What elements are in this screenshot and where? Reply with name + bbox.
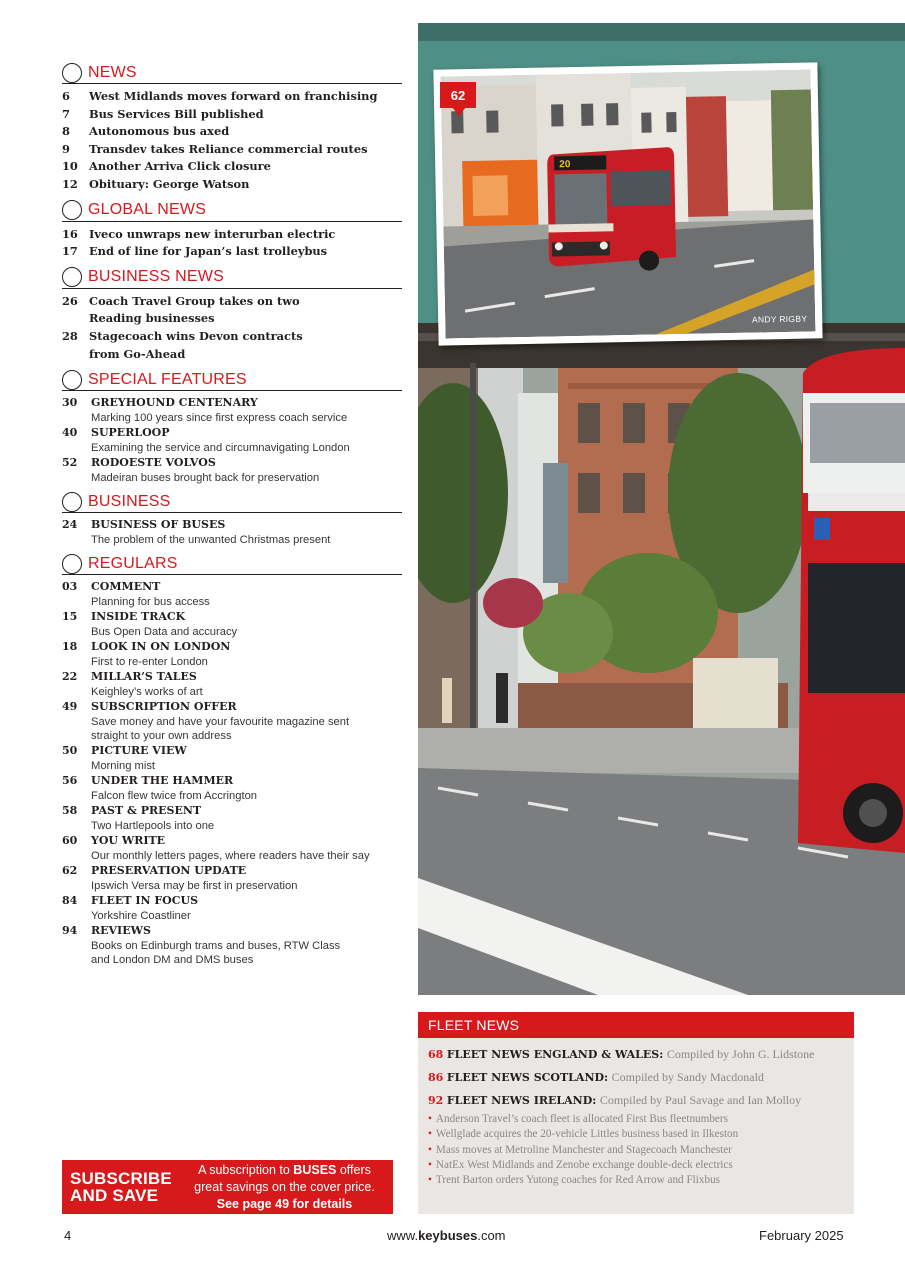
regular-entry[interactable]	[62, 639, 402, 669]
entry-title: Obituary: George Watson	[89, 176, 250, 191]
entry-title: End of line for Japan’s last trolleybus	[89, 244, 328, 259]
regular-subtitle: Yorkshire Coastliner	[91, 910, 191, 923]
contents-entry[interactable]	[62, 158, 402, 176]
bullet-dot-icon: •	[428, 1158, 432, 1171]
regular-entry[interactable]	[62, 833, 402, 863]
bullet-text: NatEx West Midlands and Zenobe exchange double-deck electrics	[435, 1158, 733, 1171]
feature-entry[interactable]	[62, 425, 402, 455]
bullet-text: Mass moves at Metroline Manchester and Stagecoach Manchester	[435, 1143, 732, 1156]
page-number: 17	[62, 244, 78, 259]
contents-column	[62, 62, 402, 973]
page-number: 60	[62, 834, 78, 848]
regular-subtitle: and London DM and DMS buses	[91, 954, 254, 967]
fleet-news-bullet	[428, 1143, 845, 1158]
regular-subtitle: Falcon flew twice from Accrington	[91, 790, 258, 803]
page-number: 12	[62, 176, 78, 191]
regular-subtitle: Morning mist	[91, 760, 156, 773]
subscribe-text-line: great savings on the cover price.	[194, 1179, 375, 1194]
url-part: .com	[477, 1228, 506, 1243]
regular-title: FLEET IN FOCUS	[91, 894, 199, 908]
page-number: 49	[62, 700, 78, 714]
subscribe-text-part: offers	[336, 1162, 371, 1177]
bullet-text: Wellglade acquires the 20-vehicle Littles business based in Ilkeston	[435, 1128, 739, 1141]
page-number: 26	[62, 293, 78, 308]
magazine-name: BUSES	[293, 1162, 337, 1177]
fleet-news-line[interactable]	[428, 1066, 845, 1089]
contents-entry[interactable]	[62, 176, 402, 194]
url-domain: keybuses	[418, 1228, 478, 1243]
regular-title: REVIEWS	[91, 924, 151, 938]
bullet-dot-icon: •	[428, 1174, 432, 1187]
page-number: 62	[62, 864, 78, 878]
page-number: 84	[62, 894, 78, 908]
subscribe-promo[interactable]	[62, 1160, 393, 1214]
circle-bullet-icon	[62, 200, 82, 220]
page-number: 30	[62, 396, 78, 410]
fleet-news-body	[418, 1038, 854, 1188]
feature-entry[interactable]	[62, 517, 402, 547]
page-badge[interactable]: 62	[440, 82, 476, 108]
inset-photo-frame	[441, 69, 816, 338]
photo-credit: ANDY RIGBY	[751, 313, 808, 325]
contents-entry[interactable]	[62, 243, 402, 261]
footer-url[interactable]	[387, 1228, 506, 1243]
bullet-text: Anderson Travel’s coach fleet is allocated First Bus fleetnumbers	[435, 1113, 728, 1125]
section-title: GLOBAL NEWS	[88, 201, 207, 219]
feature-entry[interactable]	[62, 395, 402, 425]
page-number: 8	[62, 124, 70, 139]
entry-title: Bus Services Bill published	[89, 106, 264, 121]
regular-entry[interactable]	[62, 773, 402, 803]
fleet-news-bullet	[428, 1112, 845, 1127]
regular-subtitle: Bus Open Data and accuracy	[91, 626, 238, 639]
fleet-news-byline: Compiled by John G. Lidstone	[666, 1047, 815, 1061]
page-number: 56	[62, 774, 78, 788]
entry-title: Transdev takes Reliance commercial routes	[89, 141, 368, 156]
vintage-bus-image	[441, 69, 816, 338]
section-title: NEWS	[88, 63, 137, 81]
subscribe-title-line: AND SAVE	[70, 1186, 159, 1205]
page-number: 68	[428, 1048, 444, 1061]
regular-entry[interactable]	[62, 923, 402, 967]
regular-subtitle: Our monthly letters pages, where readers have their say	[91, 850, 370, 863]
entry-title-line: from Go-Ahead	[89, 346, 186, 361]
feature-title: BUSINESS OF BUSES	[91, 518, 226, 532]
circle-bullet-icon	[62, 370, 82, 390]
regular-subtitle: Two Hartlepools into one	[91, 820, 215, 833]
page-number: 22	[62, 670, 78, 684]
feature-subtitle: Marking 100 years since first express coach service	[91, 412, 348, 425]
section-header	[62, 62, 402, 84]
fleet-news-bullet	[428, 1158, 845, 1173]
contents-entry[interactable]	[62, 123, 402, 141]
subscribe-text	[182, 1162, 393, 1213]
regular-entry[interactable]	[62, 743, 402, 773]
page-number: 50	[62, 744, 78, 758]
page-number: 24	[62, 518, 78, 532]
regular-entry[interactable]	[62, 699, 402, 743]
section-business	[62, 491, 402, 547]
regular-subtitle: Books on Edinburgh trams and buses, RTW Class	[91, 940, 341, 953]
regular-title: SUBSCRIPTION OFFER	[91, 700, 237, 714]
page-number: 86	[428, 1071, 444, 1084]
page-number: 92	[428, 1094, 444, 1107]
regular-entry[interactable]	[62, 863, 402, 893]
feature-subtitle: The problem of the unwanted Christmas present	[91, 534, 331, 547]
footer-date: February 2025	[759, 1228, 844, 1243]
section-header	[62, 553, 402, 575]
fleet-news-byline: Compiled by Paul Savage and Ian Molloy	[599, 1093, 802, 1107]
page-number: 6	[62, 89, 70, 103]
regular-title: PRESERVATION UPDATE	[91, 864, 247, 878]
circle-bullet-icon	[62, 267, 82, 287]
page-number: 15	[62, 610, 78, 624]
page-number: 9	[62, 141, 70, 156]
fleet-news-title: FLEET NEWS ENGLAND & WALES:	[446, 1048, 664, 1061]
section-news	[62, 62, 402, 194]
page-number: 58	[62, 804, 78, 818]
regular-entry[interactable]	[62, 803, 402, 833]
feature-title: SUPERLOOP	[91, 426, 170, 440]
regular-subtitle: Keighley’s works of art	[91, 686, 203, 699]
contents-entry[interactable]	[62, 106, 402, 124]
fleet-news-line[interactable]	[428, 1043, 845, 1066]
bullet-dot-icon: •	[428, 1128, 432, 1141]
section-title: SPECIAL FEATURES	[88, 370, 247, 388]
feature-title: GREYHOUND CENTENARY	[91, 396, 258, 410]
regular-entry[interactable]	[62, 609, 402, 639]
bus-destination-number: 20	[559, 159, 571, 171]
regular-entry[interactable]	[62, 669, 402, 699]
fleet-news-header: FLEET NEWS	[418, 1012, 854, 1038]
regular-title: PAST & PRESENT	[91, 804, 202, 818]
page-badge-pointer	[452, 107, 466, 116]
regular-title: COMMENT	[91, 580, 161, 594]
subscribe-title	[62, 1170, 182, 1204]
section-header	[62, 369, 402, 391]
bullet-dot-icon: •	[428, 1113, 432, 1125]
inset-photo[interactable]	[433, 62, 822, 345]
url-part: www.	[387, 1228, 419, 1243]
regular-title: PICTURE VIEW	[91, 744, 187, 758]
fleet-news-bullet	[428, 1173, 845, 1188]
page-number: 52	[62, 456, 78, 470]
section-header	[62, 267, 402, 289]
feature-entry[interactable]	[62, 455, 402, 485]
regular-title: INSIDE TRACK	[91, 610, 186, 624]
contents-entry[interactable]	[62, 328, 402, 363]
section-header	[62, 200, 402, 222]
section-title: REGULARS	[88, 554, 178, 572]
bullet-dot-icon: •	[428, 1143, 432, 1156]
entry-title	[89, 328, 303, 363]
subscribe-title-line: SUBSCRIBE	[70, 1169, 172, 1188]
page-number: 16	[62, 226, 78, 241]
feature-subtitle: Madeiran buses brought back for preservation	[91, 472, 320, 485]
fleet-news-box	[418, 1012, 854, 1214]
page-number: 94	[62, 924, 78, 938]
fleet-news-title: FLEET NEWS IRELAND:	[446, 1094, 597, 1107]
circle-bullet-icon	[62, 554, 82, 574]
section-special-features	[62, 369, 402, 485]
regular-subtitle: Ipswich Versa may be first in preservation	[91, 880, 298, 893]
bullet-text: Trent Barton orders Yutong coaches for Red Arrow and Flixbus	[435, 1174, 721, 1187]
page-number: 40	[62, 426, 78, 440]
regular-title: LOOK IN ON LONDON	[91, 640, 231, 654]
entry-title: West Midlands moves forward on franchising	[89, 89, 378, 103]
circle-bullet-icon	[62, 492, 82, 512]
fleet-news-bullet	[428, 1127, 845, 1142]
fleet-news-title: FLEET NEWS SCOTLAND:	[446, 1071, 609, 1084]
section-header	[62, 491, 402, 513]
section-global-news	[62, 200, 402, 261]
entry-title-line: Coach Travel Group takes on two	[89, 293, 300, 308]
entry-title: Another Arriva Click closure	[89, 159, 271, 174]
regular-entry[interactable]	[62, 579, 402, 609]
section-title: BUSINESS NEWS	[88, 268, 224, 286]
page-number: 18	[62, 640, 78, 654]
regular-subtitle: Save money and have your favourite magazine sent	[91, 716, 350, 729]
contents-entry[interactable]	[62, 141, 402, 159]
regular-title: UNDER THE HAMMER	[91, 774, 234, 788]
section-regulars	[62, 553, 402, 967]
section-title: BUSINESS	[88, 492, 171, 510]
circle-bullet-icon	[62, 63, 82, 83]
footer-page-number: 4	[64, 1228, 72, 1243]
entry-title: Autonomous bus axed	[89, 124, 230, 139]
page-number: 28	[62, 328, 78, 343]
fleet-news-byline: Compiled by Sandy Macdonald	[611, 1070, 764, 1084]
regular-subtitle: straight to your own address	[91, 730, 232, 743]
feature-subtitle: Examining the service and circumnavigating London	[91, 442, 350, 455]
entry-title-line: Reading businesses	[89, 311, 215, 326]
subscribe-cta[interactable]: See page 49 for details	[216, 1196, 353, 1211]
regular-title: MILLAR’S TALES	[91, 670, 197, 684]
page-number: 10	[62, 159, 78, 174]
entry-title: Iveco unwraps new interurban electric	[89, 226, 336, 241]
contents-entry[interactable]	[62, 88, 402, 106]
entry-title-line: Stagecoach wins Devon contracts	[89, 328, 303, 343]
regular-subtitle: Planning for bus access	[91, 596, 210, 609]
section-business-news	[62, 267, 402, 363]
subscribe-text-part: A subscription to	[198, 1162, 294, 1177]
page-number: 03	[62, 580, 78, 594]
contents-entry[interactable]	[62, 293, 402, 328]
regular-subtitle: First to re-enter London	[91, 656, 208, 669]
contents-entry[interactable]	[62, 226, 402, 244]
page-number: 7	[62, 106, 70, 121]
feature-title: RODOESTE VOLVOS	[91, 456, 216, 470]
entry-title	[89, 293, 300, 328]
fleet-news-line[interactable]	[428, 1089, 845, 1112]
regular-entry[interactable]	[62, 893, 402, 923]
regular-title: YOU WRITE	[91, 834, 166, 848]
